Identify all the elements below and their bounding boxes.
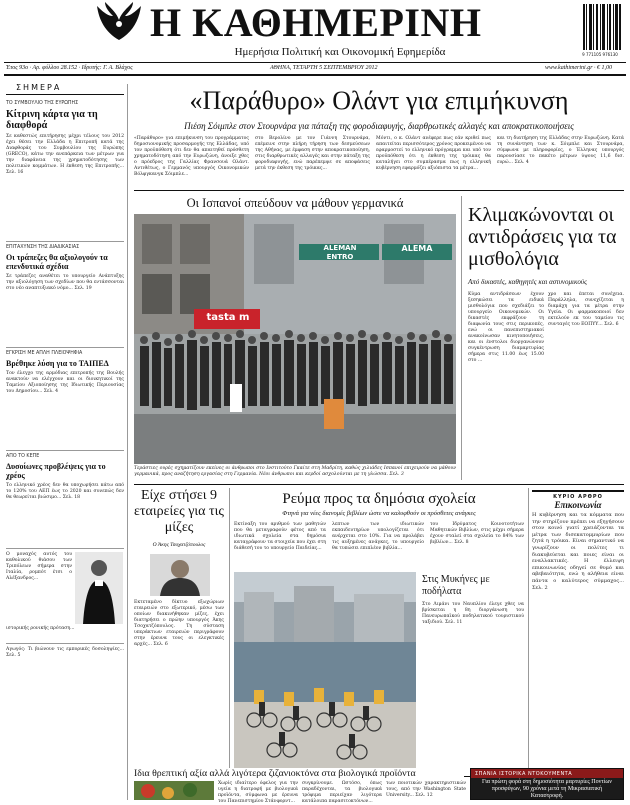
history-ad [470,768,624,800]
barcode [582,4,622,58]
sidebar-label: ΣΗΜΕΡΑ [6,80,124,95]
lead-subhead: Πιέση Σόιμπλε στον Στουρνάρα για πάταξη της φοροδιαφυγής, διαρθρωτικές αλλαγές και αποκρατικοποιήσεις [184,121,574,131]
lead-col4: και τη διατήρηση της Ελλάδας στην Ευρωζώνη. Κατά τη συνάντηση των κ. Σόιμπλε και Στουρνάρα, σύμφωνα με πληροφορίες, ο Έλληνας υπουργός παρουσίασε το πακέτο μέτρων ύψους 11,6 δισ. ευρώ... Σελ. 4 [497,136,624,165]
section-kicker: ΕΠΙΤΑΧΥΝΣΗ ΤΗΣ ΔΙΑΔΙΚΑΣΙΑΣ [6,245,80,250]
spain-photo-caption: Τεράστιες ουρές σχηματίζουν εκείνες οι άνθρωποι στο Ινστιτούτο Γκαίτε στη Μαδρίτη, καθώς χιλιάδες Ισπανοί επιχειρούν να μάθουν γερμανικά, προς αναζήτηση εργασίας στη Γερμανία. Νέοι άνθρωποι και κερδοί ασχολούνται με τη γλώσσα. Σελ. 3 [134,466,456,477]
salaries-subhead: Από δικαστές, καθηγητές και αστυνομικούς [468,278,587,286]
firms-headline: Είχε στήσει 9 εταιρείες για τις μίζες [134,488,224,535]
sidebar-text-banks: Σε τράπεζες αναθέτει το υπουργείο Ανάπτυξης την αξιολόγηση των σχεδίων που θα εντάσσονται στο νέο αναπτυξιακό νόμο... Σελ. 19 [6,274,124,291]
sidebar-headline-corruption: Κίτρινη κάρτα για τη διαφθορά [6,109,98,131]
salaries-headline: Κλιμακώνονται οι αντιδράσεις για τα μισθολόγια [468,204,617,270]
monk-photo [75,552,123,624]
salaries-col1: Κύμα αντιδράσεων έχουν ξεσηκώσει τα ειδικά μισθολόγια που σχεδιάζει το υπουργείο Οικονομικών. Οι δικαστές εκφράζουν τη διαφωνία τους στις περικοπές, ενώ οι πανεπιστημιακοί ανακοίνωσαν κινητοποιήσεις, και οι ένστολοι διοργανώνουν συγκέντρωση διαμαρτυρίας σήμερα στις 11.00 έως 15.00 στο ... [468,292,544,363]
sidebar-text-monk: Ο μοναχός αυτός του καθολικού θιάσου των Τριπόλεων σήμερα στην Ιταλία, ρομπότ έτσι ο Αλέξανδρος... [6,552,72,581]
masthead [0,0,630,84]
opinion-kicker: ΚΥΡΙΟ ΑΡΘΡΟ [532,490,624,500]
firms-byline: Ο Άκης Τσοχατζόπουλος [152,542,206,548]
sidebar-text-pipeline: Αγωγός: Τι βιώνουν τις εμπορικές δοσοληψίες... Σελ. 5 [6,647,124,658]
section-kicker: ΕΓΚΡΙΣΗ ΜΕ ΑΠΛΗ ΠΛΕΙΟΨΗΦΙΑ [6,351,83,356]
mycenae-caption: Στις Μυκήνες με ποδήλατα [422,574,490,597]
sign-entro: ENTRO [326,253,354,261]
organic-col2: συγκρίνουμε. Ωστόσο, όπως παραδέχονται, τα βιολογικά τρόφιμα περιείχαν λιγότερα κατάλοιπα παρασιτοκτόνων... [302,781,382,804]
newspaper-title: Η ΚΑΘΗΜΕΡΙΝΗ [150,0,482,45]
sidebar-headline-taiped: Βρέθηκε λύση για το ΤΑΙΠΕΔ [6,359,109,368]
issue-info: Έτος 93ο · Αρ. φύλλου 28.152 · Ιδρυτής: Γ. Α. Βλάχος [6,65,133,71]
mycenae-text: Στο Λιμάνι του Ναυπλίου έλεγε χθες να βρίσκεται η 8η διοργάνωση του Πανευρωπαϊκού ποδηλατικού τουριστικού ταξιδιού. Σελ. 11 [422,602,524,625]
barcode-number: 9 771105 976130 [582,52,618,57]
sidebar-headline-banks: Οι τράπεζες θα αξιολογούν τα επενδυτικά σχέδια [6,253,108,271]
opinion-text: Η κυβέρνηση και τα κόμματα που την στηρίζουν πρέπει να εξηγήσουν στον κοινό γιατί χρειάζονται τα μέτρα των δισεκατομμυρίων που ζητά η τρόικα. Είναι σημαντικό να γνωρίζουν οι πολίτες τι διακυβεύεται και ποιες είναι οι εναλλακτικές. Η έλλειψη επικοινωνίας οδηγεί σε θυμό και αβεβαιότητα, ενώ η αλήθεια είναι πάντα ο καλύτερος σύμμαχος... Σελ. 2 [532,512,624,591]
firms-text: Εκτεταμένο δίκτυο εξωχώριων εταιρειών στο εξωτερικό, μέσω των οποίων διακινήθηκαν μίζες, έχει διατηρήσει ο πρώην υπουργός Άκης Τσοχατζόπουλος. Τη σύσταση υπεράκτιων εταιρειών περιγράφουν στην έρευνα τους οι ελεγκτικές αρχές... Σελ. 6 [134,600,224,647]
sidebar-headline-debt: Δυσοίωνες προβλέψεις για το χρέος [6,462,106,480]
lead-col1: «Παράθυρο» για επιμήκυνση του προγράμματος δημοσιονομικής προσαρμογής της Ελλάδας, υπό τον προϋπόθεση ότι δεν θα απαιτηθεί πρόσθετη χρηματοδότηση από την Ευρωζώνη, άνοιξε χθες ο πρόεδρος της Γαλλίας Φρανσουά Ολάντ. Αντιθέτως, ο Γερμανός υπουργός Οικονομικών Βόλφγκανγκ Σόιμπλε... [134,136,249,177]
power-col1: Εκτίναξη του αριθμού των μαθητών που θα μεταγραφούν φέτος από τα ιδιωτικά σχολεία στα δημόσια καταγράφουν τα στοιχεία που έχει στη διάθεσή του το υπουργείο Παιδείας... [234,522,326,551]
vegetables-photo [134,781,214,800]
sign-aleman: ALEMAN [323,244,357,252]
ad-text: Για πρώτη φορά στη δημοσιότητα μαρτυρίες Ποντίων προσφύγων, 90 χρόνια μετά τη Μικρασιατική Καταστροφή. [481,779,613,799]
lead-col2: στο Βερολίνο με τον Γιάννη Στουρνάρα, επέμεινε στην πλήρη τήρηση των δεσμεύσεων της Αθήνας, με έμφαση στην αποκρατικοποίηση, στις διαρθρωτικές αλλαγές και στην πάταξη της φοροδιαφυγής, ενώ παρέπεμψε σε αποφάσεις μετά την έκθεση της τρόικας... [255,136,370,171]
power-col2: λεπτων των ιδιωτικών εκπαιδευτηρίων υπολογίζεται ότι ανέρχεται στο 10%. Για να προλάβει τις αυξημένες ανάγκες, το υπουργείο θα τυπώσει επιπλέον βιβλία... [332,522,424,551]
power-col3: του Ιδρύματος Κοινοτοτήτων Μαθητικών Βιβλίων, στις μέχρι σήμερα έχουν σταλεί στα σχολεία το 84% των βιβλίων... Σελ. 8 [430,522,524,545]
website-price: www.kathimerini.gr · € 1,00 [545,65,613,71]
sidebar-text-debt: Το ελληνικό χρέος δεν θα υποχωρήσει κάτω από το 120% του ΑΕΠ έως το 2020 και συνεπώς δεν θα θεωρείται βιώσιμο... Σελ. 18 [6,483,124,500]
opinion-title: Επικοινωνία [554,500,602,510]
organic-headline: Ιδια θρεπτική αξία αλλά λιγότερα ζιζανιοκτόνα στα βιολογικά προϊόντα [134,768,464,779]
power-subhead: Φτηνά για νέες διανομές βιβλίων ώστε να καλυφθούν οι πρόσθετες ανάγκες [282,510,476,517]
power-headline: Ρεύμα προς τα δημόσια σχολεία [282,491,476,507]
sidebar-text-monk-cont: ιστορικής ρονικής πρόταση... [6,626,75,631]
sidebar-text-taiped: Τον έλεγχο της αρμόδιας επιτροπής της Βουλής ανακτούν να ελέγχουν και οι διοικητικοί της Ταμείου Αξιοποίησης της Ιδιωτικής Περιουσίας του Δημοσίου... Σελ. 4 [6,371,124,394]
organic-col1: Χωρίς ιδιαίτερο όφελος για την υγεία η διατροφή με βιολογικά προϊόντα, σύμφωνα με έρευνα του Πανεπιστημίου Στάνφορντ... [218,781,298,804]
spain-caption: Οι Ισπανοί σπεύδουν να μάθουν γερμανικά [186,196,404,210]
phoenix-logo-icon [95,2,143,44]
lead-col3: Μόντι, ο κ. Ολάντ ανέφερε πως εάν κριθεί πως απαιτείται περισσότερος χρόνος προκειμένου να εφαρμοστεί το ελληνικό πρόγραμμα και υπό τον προϋπόθεση ότι η έκθεση της τρόικας θα καταλήγει στο συμπέρασμα πως η ελληνική κυβέρνηση εφαρμόζει αξιόπιστα τα μέτρα... [376,136,491,171]
sidebar-today [6,80,124,800]
sign-tasta: tasta m [206,312,250,323]
tsochatzopoulos-photo [150,554,210,596]
harbour-cyclists-photo [234,572,416,772]
section-kicker: ΤΟ ΣΥΜΒΟΥΛΙΟ ΤΗΣ ΕΥΡΩΠΗΣ [6,101,79,106]
sign-alema: ALEMA [401,244,433,253]
issue-date: ΑΘΗΝΑ, ΤΕΤΑΡΤΗ 5 ΣΕΠΤΕΜΒΡΙΟΥ 2012 [270,65,378,71]
sidebar-text-corruption: Σε καθεστώς επιτήρησης μέχρι τέλους του 2012 έχει θέσει την Ελλάδα η Επιτροπή κατά της Διαφθοράς του Συμβουλίου της Ευρώπης (GRECO), κάτω την ανεπάρκεια των μέτρων για την διαφάνεια της χρηματοδότησης των πολιτικών κομμάτων. Η έκθεση της Επιτροπής... Σελ. 16 [6,134,124,175]
newspaper-subtitle: Ημερήσια Πολιτική και Οικονομική Εφημερίδα [234,46,446,58]
ad-kicker: ΣΠΑΝΙΑ ΙΣΤΟΡΙΚΑ ΝΤΟΚΟΥΜΕΝΤΑ [471,769,623,778]
section-kicker: ΑΠΟ ΤΟ ΚΕΠΕ [6,454,40,459]
organic-col3: των ποιοτικών χαρακτηριστικών τους, από την Washington State University... Σελ. 12 [386,781,466,798]
lead-headline: «Παράθυρο» Ολάντ για επιμήκυνση [189,86,569,115]
salaries-col2: χρο και έπεται συνέχεια. Παράλληλα, συνεχίζεται η διαμάχη για τα μέτρα στην Υγεία. Οι φαρμακοποιοί δεν εκτελούν εκ του ταμείου τις συνταγές του ΕΟΠΥΥ... Σελ. 6 [548,292,624,327]
